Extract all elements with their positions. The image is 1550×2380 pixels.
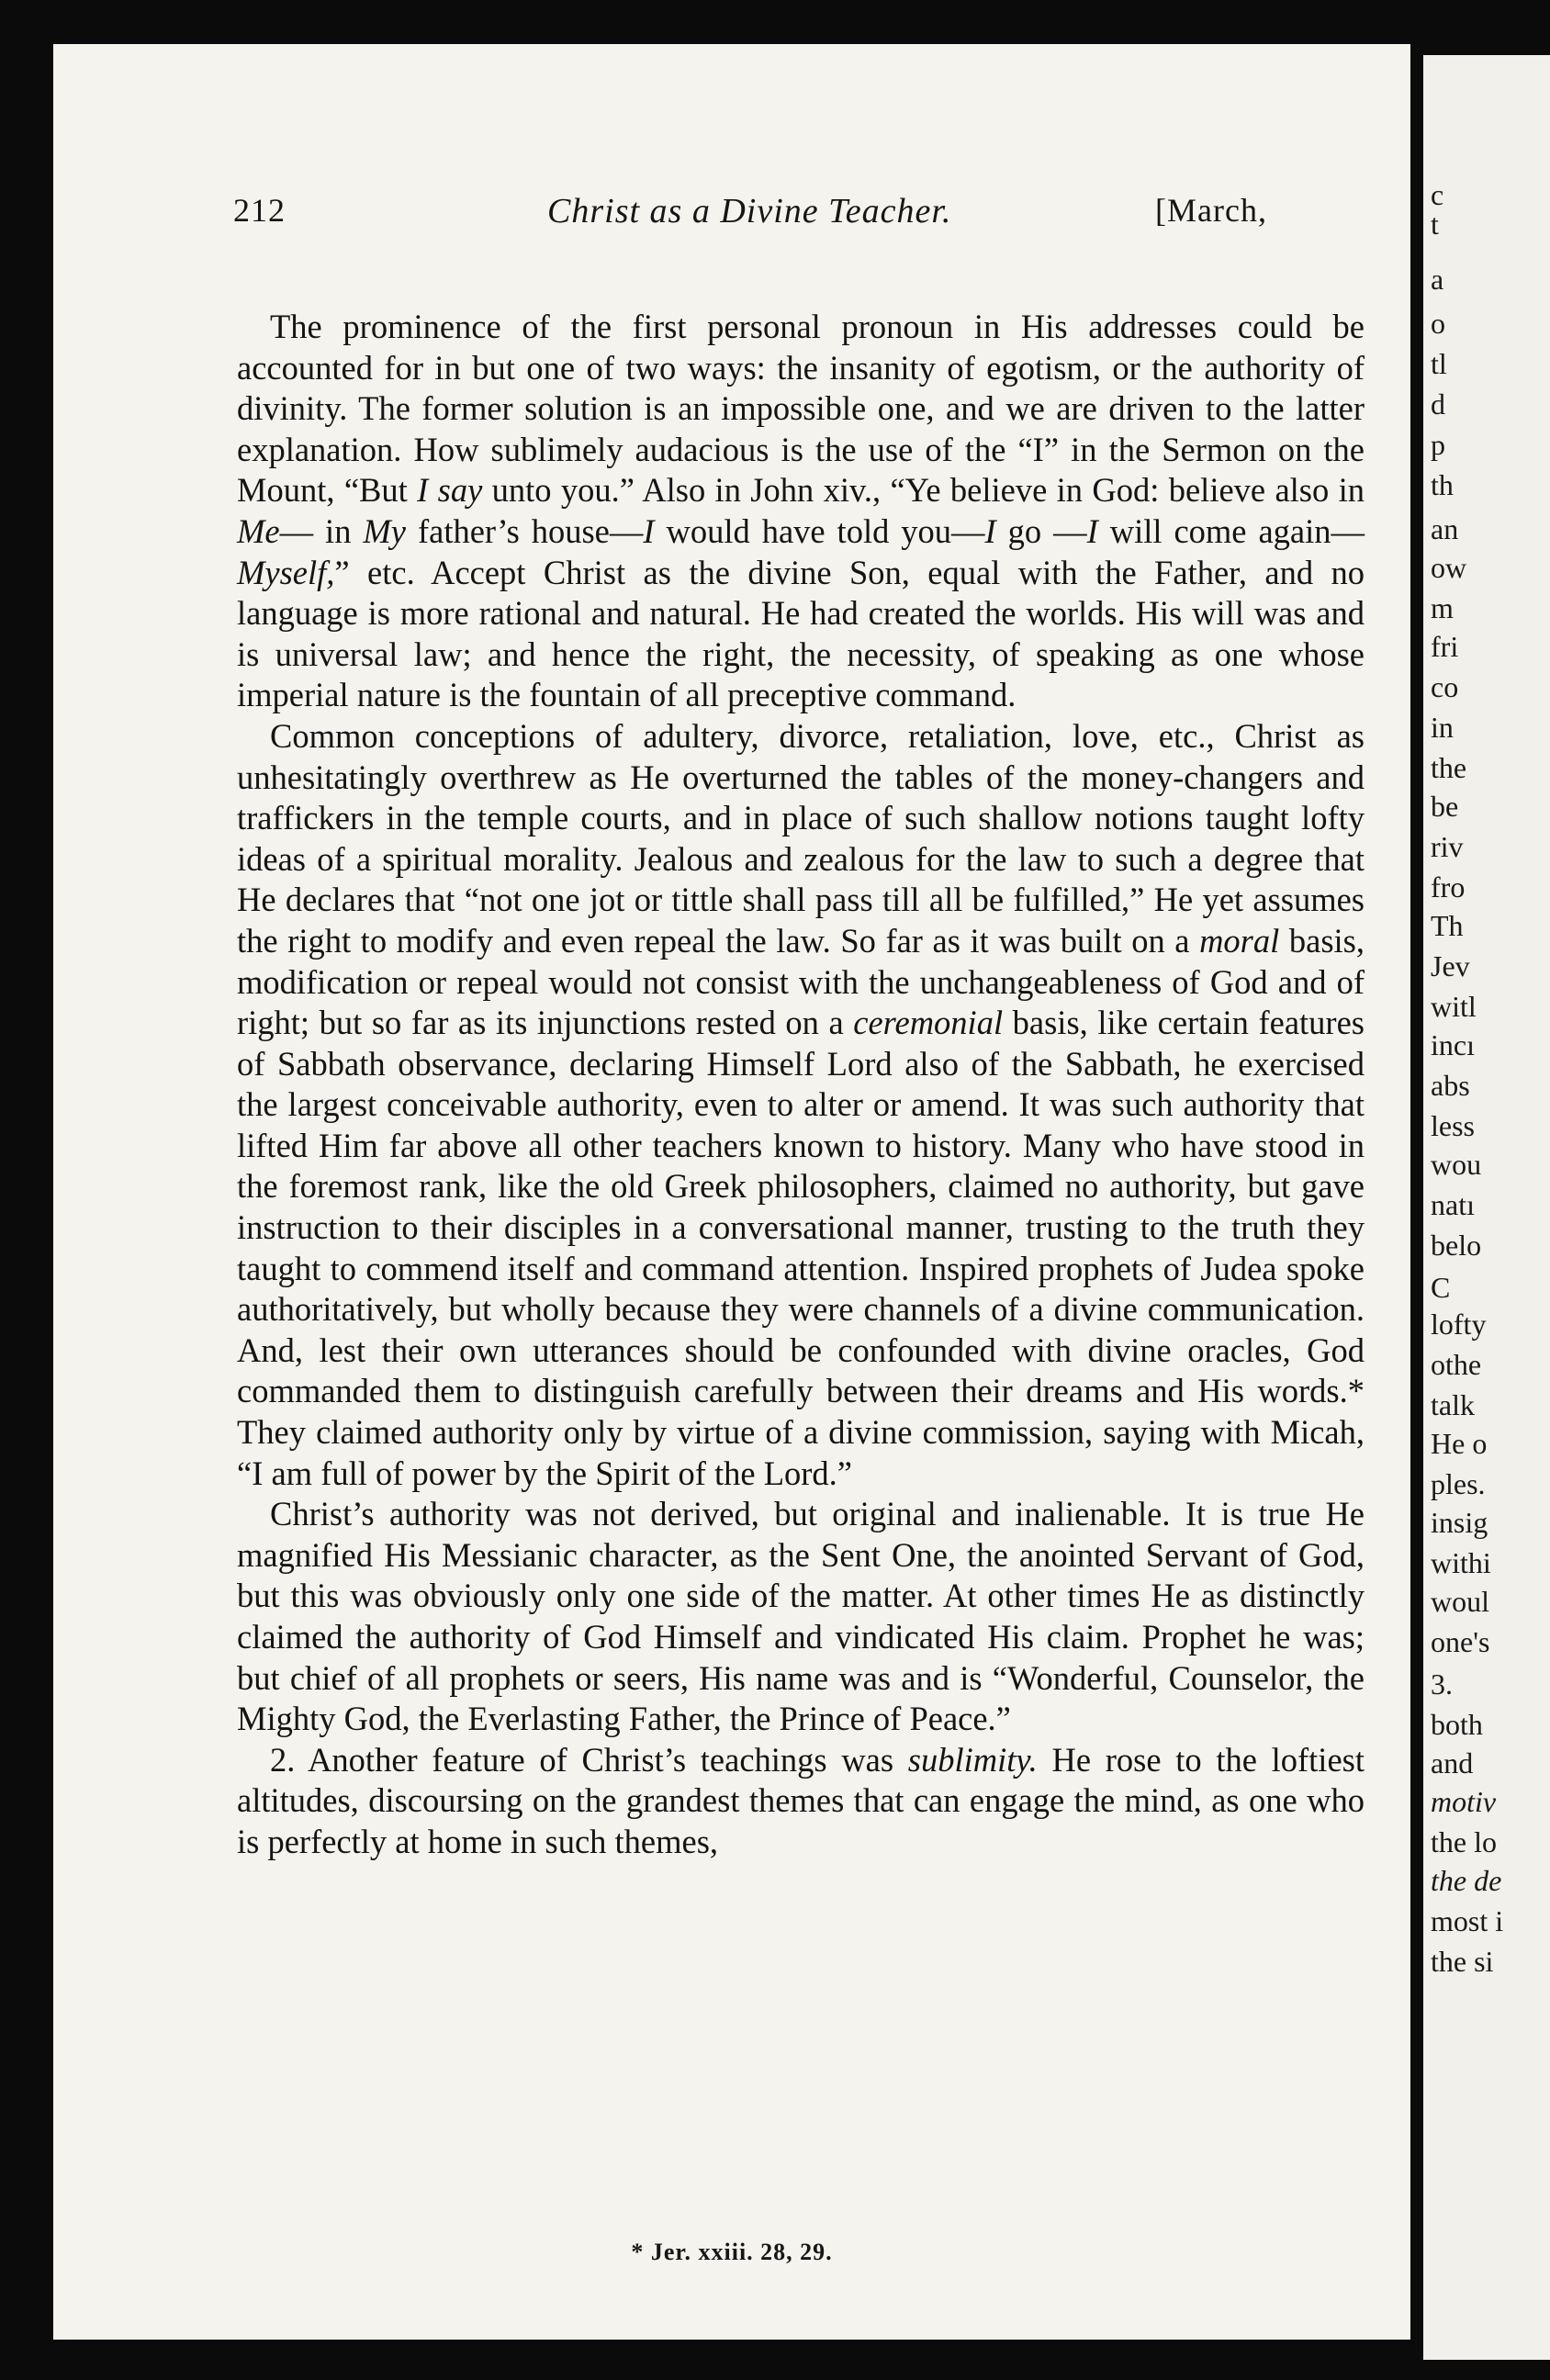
text-run: He rose to the loftiest altitudes, discoursing on the grandest themes that can engage the mind, as one who is perfectly at home in such themes, [237, 1740, 1365, 1860]
adjacent-page-fragment: a [1431, 263, 1444, 296]
text-run: The prominence of the first personal pronoun in His addresses could be accounted for in but one of two ways: the insanity of egotism, or the authority of divinity. The former solution is an impossible one, and we are driven to the latter explanation. How sublimely audacious is the use of the “I” in the Sermon on the Mount, “But [237, 308, 1365, 510]
italic-text: moral [1199, 921, 1280, 960]
adjacent-page-fragment: p [1431, 428, 1445, 461]
running-title: Christ as a Divine Teacher. [547, 192, 952, 230]
adjacent-page-fragment: motiv [1431, 1785, 1497, 1818]
italic-text: I [643, 511, 655, 550]
adjacent-page-fragment: He o [1431, 1427, 1488, 1460]
adjacent-page-edge [1423, 55, 1550, 2360]
italic-text: sublimity. [907, 1740, 1038, 1779]
text-run: would have told you— [654, 511, 985, 550]
adjacent-page-fragment: t [1431, 208, 1439, 241]
adjacent-page-fragment: the si [1431, 1945, 1494, 1978]
adjacent-page-fragment: belo [1431, 1229, 1482, 1262]
adjacent-page-fragment: witl [1431, 990, 1477, 1023]
running-header [53, 191, 1410, 246]
paragraph-3 [237, 1494, 1365, 1740]
adjacent-page-fragment: othe [1431, 1348, 1482, 1381]
paragraph-2 [237, 716, 1365, 1494]
italic-text: Myself, [237, 553, 335, 591]
adjacent-page-fragment: tl [1431, 347, 1447, 380]
adjacent-page-fragment: the lo [1431, 1825, 1497, 1858]
adjacent-page-fragment: abs [1431, 1069, 1470, 1102]
footnote: * Jer. xxiii. 28, 29. [631, 2239, 833, 2265]
text-run: Christ’s authority was not derived, but original and inalienable. It is true He magnified His Messianic character, as the Sent One, the anointed Servant of God, but this was obviously only one side of the matter. At other times He as distinctly claimed the authority of God Himself and vindicated His claim. Prophet he was; but chief of all prophets or seers, His name was and is “Wonderful, Counselor, the Mighty God, the Everlasting Father, the Prince of Peace.” [237, 1495, 1365, 1738]
adjacent-page-fragment: the de [1431, 1864, 1502, 1897]
text-run: Common conceptions of adultery, divorce, retaliation, love, etc., Christ as unhesitatingly overthrew as He overturned the tables of the money-changers and traffickers in the temple courts, and in place of such shallow notions taught lofty ideas of a spiritual morality. Jealous and zealous for the law to such a degree that He declares that “not one jot or tittle shall pass till all be fulfilled,” He yet assumes the right to modify and even repeal the law. So far as it was built on a [237, 716, 1365, 960]
adjacent-page-fragment: both [1431, 1708, 1483, 1741]
adjacent-page-fragment: fro [1431, 870, 1466, 904]
adjacent-page-fragment: incı [1431, 1028, 1475, 1061]
italic-text: I say [417, 471, 483, 510]
paragraph-4 [237, 1740, 1365, 1863]
adjacent-page-fragment: natı [1431, 1188, 1475, 1221]
text-run: will come again— [1097, 511, 1365, 550]
adjacent-page-fragment: Th [1431, 909, 1464, 942]
adjacent-page-fragment: C [1431, 1271, 1451, 1304]
adjacent-page-fragment: th [1431, 468, 1454, 501]
adjacent-page-fragment: be [1431, 790, 1459, 823]
adjacent-page-fragment: an [1431, 512, 1459, 545]
adjacent-page-fragment: riv [1431, 830, 1464, 863]
adjacent-page-fragment: ow [1431, 551, 1467, 584]
adjacent-page-fragment: ples. [1431, 1467, 1486, 1500]
adjacent-page-fragment: most i [1431, 1904, 1504, 1937]
adjacent-page-fragment: lofty [1431, 1308, 1487, 1341]
italic-text: I [1086, 511, 1098, 550]
adjacent-page-fragment: woul [1431, 1585, 1489, 1618]
text-run: father’s house— [406, 511, 644, 550]
adjacent-page-fragment: wou [1431, 1148, 1482, 1181]
adjacent-page-fragment: less [1431, 1109, 1475, 1142]
italic-text: Me [237, 511, 280, 550]
adjacent-page-fragment: talk [1431, 1388, 1475, 1421]
text-run: basis, like certain features of Sabbath observance, declaring Himself Lord also of the Sabbath, he exercised the largest conceivable authority, even to alter or amend. It was such authority that lifted Him far above all other teachers known to history. Many who have stood in the foremost rank, like the old Greek philosophers, claimed no authority, but gave instruction to their disciples in a conversational manner, trusting to the truth they taught to commend itself and command attention. Inspired prophets of Judea spoke authoritatively, but wholly because they were channels of a divine communication. And, lest their own utterances should be confounded with divine oracles, God commanded them to distinguish carefully between their dreams and His words.* They claimed authority only by virtue of a divine commission, saying with Micah, “I am full of power by the Spirit of the Lord.” [237, 1004, 1365, 1492]
adjacent-page-fragment: Jev [1431, 949, 1470, 982]
adjacent-page-fragment: fri [1431, 630, 1459, 663]
italic-text: My [363, 511, 407, 550]
adjacent-page-fragment: c [1431, 178, 1444, 211]
body-text [237, 307, 1365, 1863]
italic-text: I [984, 511, 996, 550]
adjacent-page-fragment: insig [1431, 1506, 1488, 1539]
adjacent-page-fragment: 3. [1431, 1667, 1453, 1701]
text-run: — in [279, 511, 364, 550]
adjacent-page-fragment: m [1431, 591, 1454, 624]
paragraph-1 [237, 307, 1365, 716]
adjacent-page-fragment: the [1431, 751, 1467, 784]
adjacent-page-fragment: and [1431, 1746, 1474, 1779]
adjacent-page-fragment: one's [1431, 1625, 1490, 1658]
adjacent-page-fragment: in [1431, 711, 1454, 744]
adjacent-page-fragment: withi [1431, 1546, 1491, 1579]
book-page [53, 44, 1410, 2340]
italic-text: ceremonial [853, 1004, 1004, 1042]
text-run: 2. Another feature of Christ’s teachings was [270, 1740, 908, 1779]
text-run: go — [995, 511, 1087, 550]
text-run: unto you.” Also in John xiv., “Ye believe in God: believe also in [482, 471, 1365, 510]
adjacent-page-fragment: d [1431, 387, 1445, 421]
running-month: [March, [1155, 192, 1267, 229]
page-number: 212 [233, 192, 286, 229]
adjacent-page-fragment: o [1431, 307, 1445, 340]
text-run: basis, modification or repeal would not consist with the unchangeableness of God and of right; but so far as its injunctions rested on a [237, 921, 1365, 1042]
text-run: ” etc. Accept Christ as the divine Son, equal with the Father, and no language is more rational and natural. He had created the worlds. His will was and is universal law; and hence the right, the necessity, of speaking as one whose imperial nature is the fountain of all preceptive command. [237, 553, 1365, 714]
adjacent-page-fragment: co [1431, 670, 1459, 703]
